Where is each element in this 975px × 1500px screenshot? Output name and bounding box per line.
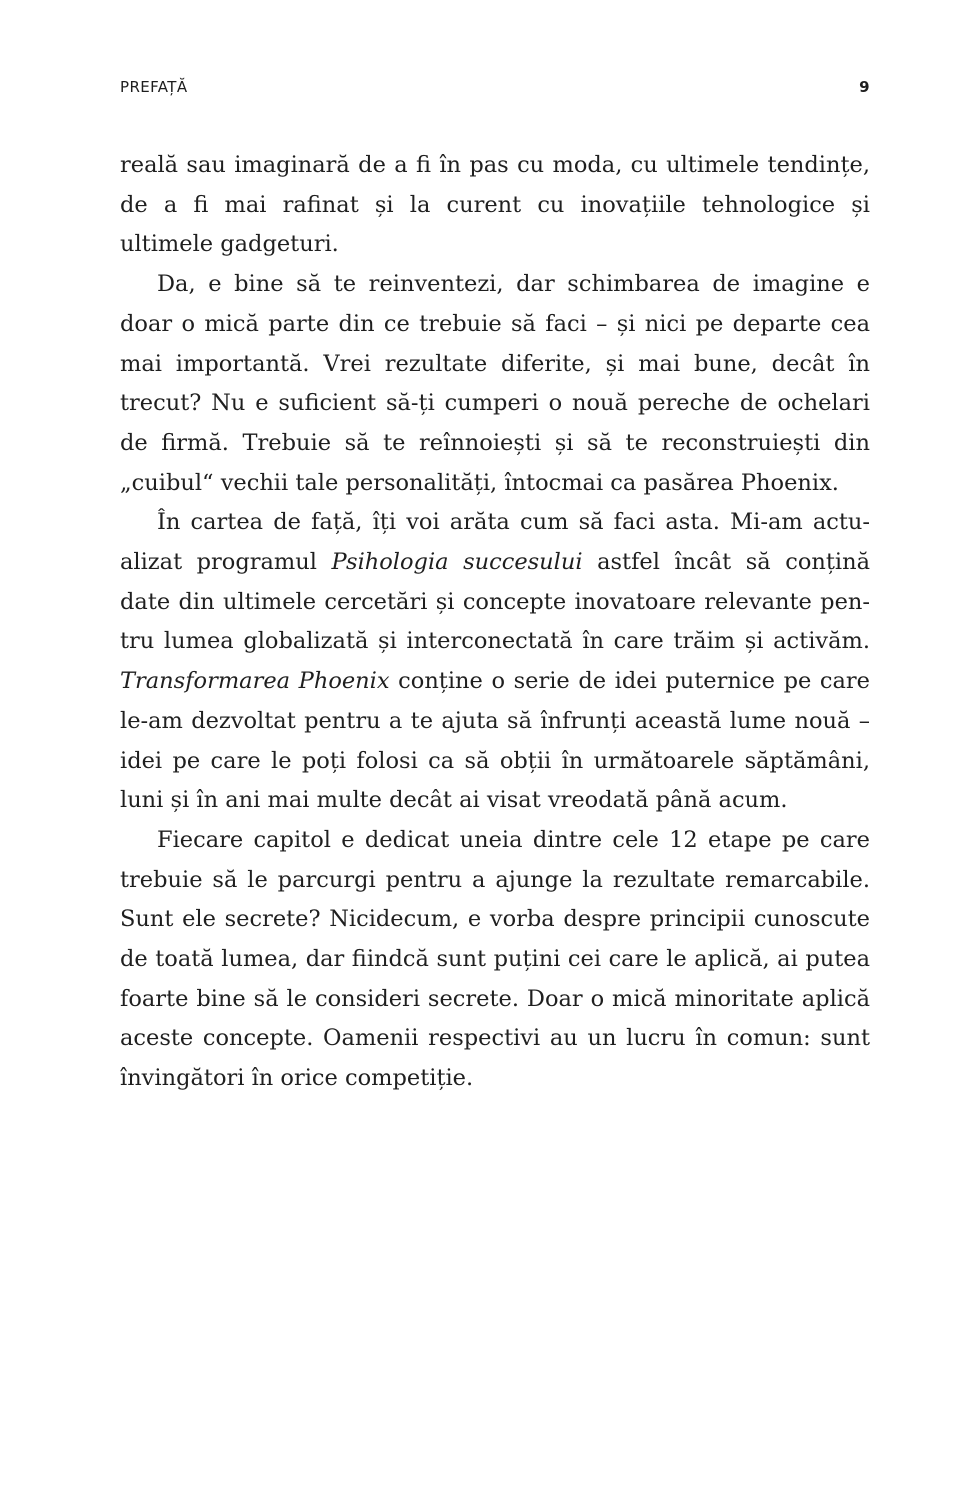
text-run: reală sau imaginară de a fi în pas cu moda, cu ultimele tendințe, de a fi mai rafinat și la curent cu inovațiile tehnologice și ultimele gadgeturi.	[120, 152, 870, 258]
paragraph	[120, 503, 870, 821]
body-text	[120, 146, 870, 1099]
page-number: 9	[859, 78, 870, 96]
book-title-italic: Transformarea Phoenix	[120, 668, 390, 695]
text-run: Da, e bine să te reinventezi, dar schimbarea de imagine e doar o mică parte din ce trebuie să faci – și nici pe departe cea mai importantă. Vrei rezultate diferite, și mai bune, decât în trecut? Nu e suficient să-ți cumperi o nouă pereche de ochelari de firmă. Trebuie să te reînnoiești și să te reconstruiești din „cuibul“ vechii tale personalități, întocmai ca pasărea Phoenix.	[120, 271, 870, 496]
text-run: În cartea de față, îți voi arăta cum să faci asta. Mi-am actualizat programul	[120, 509, 870, 576]
text-run: conține o serie de idei puternice pe care le-am dezvoltat pentru a te ajuta să înfrunți această lume nouă – idei pe care le poți folosi ca să obții în următoarele săptămâni, luni și în ani mai multe decât ai visat vreodată până acum.	[120, 668, 870, 814]
running-header	[120, 78, 870, 102]
text-run: astfel încât să conțină date din ultimele cercetări și concepte inovatoare relevante pentru lumea globalizată și interconectată în care trăim și activăm.	[120, 549, 870, 655]
section-title: PREFAȚĂ	[120, 78, 188, 96]
book-title-italic: Psihologia succesului	[331, 549, 583, 576]
paragraph	[120, 265, 870, 503]
paragraph-continuation	[120, 146, 870, 265]
text-run: Fiecare capitol e dedicat uneia dintre cele 12 etape pe care trebuie să le parcurgi pentru a ajunge la rezultate remarcabile. Sunt ele secrete? Nicidecum, e vorba despre principii cunoscute de toată lumea, dar fiindcă sunt puțini cei care le aplică, ai putea foarte bine să le consideri secrete. Doar o mică minoritate aplică aceste concepte. Oamenii respectivi au un lucru în comun: sunt învingători în orice competiție.	[120, 826, 870, 1092]
paragraph	[120, 821, 870, 1099]
